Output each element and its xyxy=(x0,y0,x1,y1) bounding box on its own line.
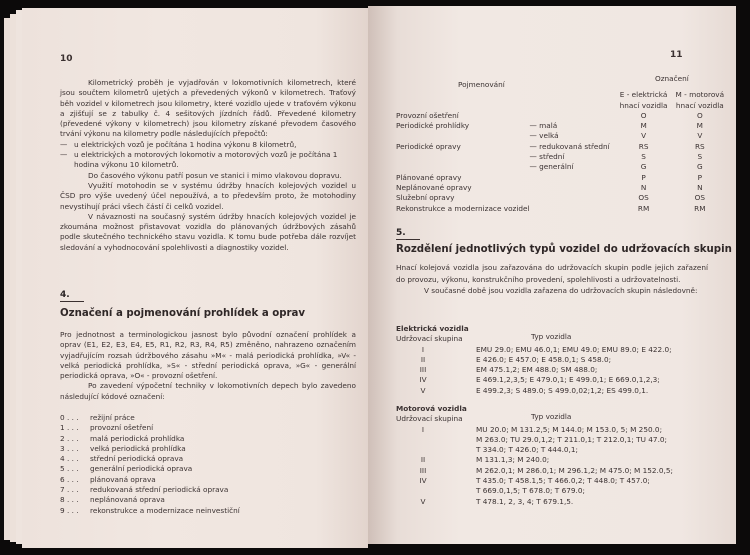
group-row xyxy=(396,355,672,365)
section-title: Rozdělení jednotlivých typů vozidel do udržovacích skupin xyxy=(396,244,732,255)
section-title: Označení a pojmenování prohlídek a oprav xyxy=(60,308,306,319)
right-page xyxy=(368,6,736,544)
vehicle-types: T 478.1, 2, 3, 4; T 679.1,5. xyxy=(476,496,574,506)
col-e-header-line: E - elektrická xyxy=(619,90,668,100)
code-label: malá periodická prohlídka xyxy=(90,433,185,443)
vehicle-types: EMU 29.0; EMU 46.0,1; EMU 49.0; EMU 89.0; E 422.0; xyxy=(476,344,672,354)
designation-row xyxy=(396,121,728,131)
vehicle-types: M 262.0,1; M 286.0,1; M 296.1,2; M 475.0; M 152.0,5; xyxy=(476,465,673,475)
electric-title: Elektrická vozidla xyxy=(396,324,469,333)
type-header: Typ vozidla xyxy=(531,412,572,422)
designation-sub: — generální xyxy=(529,162,574,172)
designation-m: N xyxy=(697,182,703,192)
col-designation-header: Označení xyxy=(654,74,689,83)
paragraph: Využití motohodin se v systému údržby hnacích kolejových vozidel u ČSD pro výše uvedený účel nepoužívá, a to především proto, že motohodiny nevystihují práci všech částí či celků vozidel. xyxy=(60,180,356,211)
bullet-item xyxy=(60,140,356,150)
code-number: 5 . . . xyxy=(60,464,79,474)
group-number: V xyxy=(420,385,426,395)
group-row xyxy=(396,435,673,445)
col-e-header xyxy=(616,90,672,111)
code-item xyxy=(60,506,356,516)
group-row xyxy=(396,345,672,355)
bullet-text: u elektrických vozů je počítána 1 hodina výkonu 8 kilometrů, xyxy=(74,139,297,149)
vehicle-types: M 131.1,3; M 240.0; xyxy=(476,455,550,465)
code-label: rekonstrukce a modernizace neinvestiční xyxy=(90,505,240,515)
designation-row xyxy=(396,111,728,121)
group-row xyxy=(396,365,672,375)
bullet-dash: — xyxy=(60,139,68,149)
designation-table xyxy=(396,74,728,214)
vehicle-types: T 334.0; T 426.0; T 444.0,1; xyxy=(476,445,578,455)
motor-group-table xyxy=(396,404,716,507)
code-label: velká periodická prohlídka xyxy=(90,443,186,453)
code-number: 7 . . . xyxy=(60,485,79,495)
code-label: plánovaná oprava xyxy=(90,474,156,484)
designation-e: G xyxy=(640,162,647,172)
designation-row xyxy=(396,152,728,162)
code-item xyxy=(60,423,356,433)
designation-sub: — střední xyxy=(529,152,565,162)
code-number: 9 . . . xyxy=(60,505,79,515)
code-number: 8 . . . xyxy=(60,495,79,505)
code-item xyxy=(60,434,356,444)
section-rule xyxy=(396,239,420,240)
designation-name: Provozní ošetření xyxy=(396,110,459,120)
designation-row xyxy=(396,173,728,183)
designation-name xyxy=(396,152,530,162)
section-paragraph: Pro jednotnost a terminologickou jasnost bylo původní označení prohlídek a oprav (E1, E2, E3, E4, E5, R1, R2, R3, R4, R5) změněno, nahrazeno označením vyjadřujícím rozsah údržbového zásahu »M« - malá periodická prohlídka, »V« - velká periodická prohlídka, »S« - střední periodická oprava, »G« - generální periodická oprava, »O« - provozní ošetření. xyxy=(60,330,356,381)
designation-row xyxy=(396,142,728,152)
code-number: 4 . . . xyxy=(60,454,79,464)
vehicle-types: EM 475.1,2; EM 488.0; SM 488.0; xyxy=(476,365,598,375)
designation-m: RS xyxy=(694,141,705,151)
designation-name: Služební opravy xyxy=(396,193,455,203)
designation-m: G xyxy=(696,162,703,172)
designation-e: RS xyxy=(638,141,649,151)
designation-sub xyxy=(530,204,616,214)
designation-sub xyxy=(530,173,616,183)
code-label: neplánovaná oprava xyxy=(90,495,165,505)
designation-sub: — redukovaná střední xyxy=(529,141,610,151)
col-name-header: Pojmenování xyxy=(458,80,505,89)
group-row xyxy=(396,466,673,476)
motor-title: Motorová vozidla xyxy=(396,404,467,413)
designation-e: S xyxy=(641,152,646,162)
code-item xyxy=(60,495,356,505)
bullet-text: u elektrických a motorových lokomotiv a motorových vozů je počítána 1 hodina výkonu 10 kilometrů. xyxy=(74,150,338,170)
code-label: generální periodická oprava xyxy=(90,464,193,474)
code-item xyxy=(60,475,356,485)
designation-name: Rekonstrukce a modernizace vozidel xyxy=(396,203,530,213)
group-header: Udržovací skupina xyxy=(396,334,463,344)
code-number: 0 . . . xyxy=(60,413,79,422)
designation-e: RM xyxy=(637,203,650,213)
designation-e: V xyxy=(641,131,647,141)
section-number: 5. xyxy=(396,228,406,238)
designation-m: V xyxy=(697,131,703,141)
code-item xyxy=(60,485,356,495)
designation-row xyxy=(396,162,728,172)
designation-m: P xyxy=(697,172,703,182)
type-header: Typ vozidla xyxy=(531,332,572,342)
code-list xyxy=(60,413,356,516)
designation-m: OS xyxy=(694,193,705,203)
code-label: režijní práce xyxy=(90,413,135,422)
section-paragraph: V současné době jsou vozidla zařazena do udržovacích skupin následovně: xyxy=(424,286,698,295)
paragraph: V návaznosti na současný systém údržby hnacích kolejových vozidel je zkoumána možnost přistavovat vozidla do plánovaných údržbových zásahů podle skutečného technického stavu vozidla. K tomu bude potřeba dále rozvíjet sledování a vyhodnocování spolehlivosti a diagnostiky vozidel. xyxy=(60,211,356,252)
designation-sub xyxy=(530,183,616,193)
code-number: 3 . . . xyxy=(60,443,79,453)
section-heading xyxy=(396,228,732,255)
code-item xyxy=(60,413,356,423)
group-number: III xyxy=(419,365,427,375)
col-m-header-line: hnací vozidla xyxy=(675,100,724,110)
page-number: 10 xyxy=(60,54,73,64)
paragraph: Do časového výkonu patří posun ve stanici i mimo vlakovou dopravu. xyxy=(88,170,342,180)
bullet-item xyxy=(60,150,356,171)
section-number: 4. xyxy=(60,290,70,300)
code-item xyxy=(60,444,356,454)
vehicle-types: E 499.2,3; S 489.0; S 499.0,02;1,2; ES 499.0,1. xyxy=(476,385,649,395)
designation-m: O xyxy=(696,110,703,120)
designation-e: OS xyxy=(638,193,649,203)
col-m-header xyxy=(672,90,729,111)
designation-sub: — malá xyxy=(529,121,558,131)
designation-e: M xyxy=(640,121,647,131)
section-body xyxy=(396,262,708,297)
left-page xyxy=(22,8,368,548)
vehicle-types: T 435.0; T 458.1,5; T 466.0,2; T 448.0; T 457.0; xyxy=(476,476,650,486)
designation-sub: — velká xyxy=(529,131,559,141)
col-e-header-line: hnací vozidla xyxy=(619,100,668,110)
code-item xyxy=(60,454,356,464)
group-number: II xyxy=(420,354,426,364)
col-m-header-line: M - motorová xyxy=(675,90,725,100)
bullet-dash: — xyxy=(60,150,68,160)
group-number: III xyxy=(419,465,427,475)
designation-name: Periodické opravy xyxy=(396,141,461,151)
code-number: 2 . . . xyxy=(60,433,79,443)
group-number: IV xyxy=(419,476,427,486)
group-number xyxy=(396,486,476,496)
group-number xyxy=(396,435,476,445)
vehicle-types: E 426.0; E 457.0; E 458.0,1; S 458.0; xyxy=(476,354,612,364)
group-number: I xyxy=(421,344,425,354)
section-rule xyxy=(60,301,84,302)
group-number: II xyxy=(420,455,426,465)
group-row xyxy=(396,476,673,486)
section-body xyxy=(60,330,356,402)
vehicle-types: E 469.1,2,3,5; E 479.0,1; E 499.0,1; E 669.0,1,2,3; xyxy=(476,375,660,385)
group-row xyxy=(396,486,673,496)
designation-sub xyxy=(530,111,616,121)
code-item xyxy=(60,464,356,474)
section-paragraph: Po zavedení výpočetní techniky v lokomotivních depech bylo zavedeno následující kódové označení: xyxy=(60,381,356,401)
code-number: 1 . . . xyxy=(60,423,79,433)
left-page-body xyxy=(60,78,356,253)
designation-e: N xyxy=(640,182,647,192)
designation-name: Periodické prohlídky xyxy=(396,121,470,131)
code-label: redukovaná střední periodická oprava xyxy=(90,485,229,495)
group-header: Udržovací skupina xyxy=(396,414,463,424)
designation-row xyxy=(396,183,728,193)
group-row xyxy=(396,425,673,435)
page-number: 11 xyxy=(670,50,683,60)
group-row xyxy=(396,497,673,507)
designation-name xyxy=(396,131,530,141)
group-number: V xyxy=(420,496,426,506)
designation-name: Plánované opravy xyxy=(396,172,462,182)
group-number xyxy=(396,445,476,455)
designation-m: M xyxy=(696,121,703,131)
group-number: I xyxy=(421,424,425,434)
designation-row xyxy=(396,204,728,214)
designation-m: RM xyxy=(694,203,706,213)
designation-e: P xyxy=(641,172,646,182)
designation-sub xyxy=(530,193,616,203)
vehicle-types: MU 20.0; M 131.2,5; M 144.0; M 153.0, 5; M 250.0; xyxy=(476,424,663,434)
designation-row xyxy=(396,193,728,203)
group-row xyxy=(396,445,673,455)
code-label: provozní ošetření xyxy=(90,423,154,433)
group-row xyxy=(396,375,672,385)
vehicle-types: T 669.0,1,5; T 678.0; T 679.0; xyxy=(476,486,585,496)
designation-name xyxy=(396,162,530,172)
group-number: IV xyxy=(419,375,427,385)
designation-e: O xyxy=(640,110,647,120)
designation-name: Neplánované opravy xyxy=(396,182,472,192)
group-row xyxy=(396,386,672,396)
intro-paragraph: Kilometrický proběh je vyjadřován v lokomotivních kilometrech, které jsou součtem kilometrů ujetých a převedených výkonů v kilometrech. Traťový běh vozidel v kilometrech jsou kilometry, které vozidlo ujede v traťovém výkonu a zjišťují se z tabulky č. 4 sešitových jízdních řádů. Převedené kilometry (převedené výkony v kilometrech) jsou kilometry získané převodem časového trvání výkonu na kilometry podle následujících přepočtů: xyxy=(60,78,356,139)
code-number: 6 . . . xyxy=(60,474,79,484)
designation-m: S xyxy=(697,152,703,162)
section-paragraph: Hnací kolejová vozidla jsou zařazována do udržovacích skupin podle jejich zařazení do provozu, výkonu, konstrukčního provedení, spolehlivosti a udržovatelnosti. xyxy=(396,263,708,284)
section-heading xyxy=(60,290,305,319)
electric-group-table xyxy=(396,324,716,396)
group-row xyxy=(396,455,673,465)
vehicle-types: M 263.0; TU 29.0,1,2; T 211.0,1; T 212.0,1; TU 47.0; xyxy=(476,434,667,444)
designation-row xyxy=(396,131,728,141)
code-label: střední periodická oprava xyxy=(90,454,184,464)
